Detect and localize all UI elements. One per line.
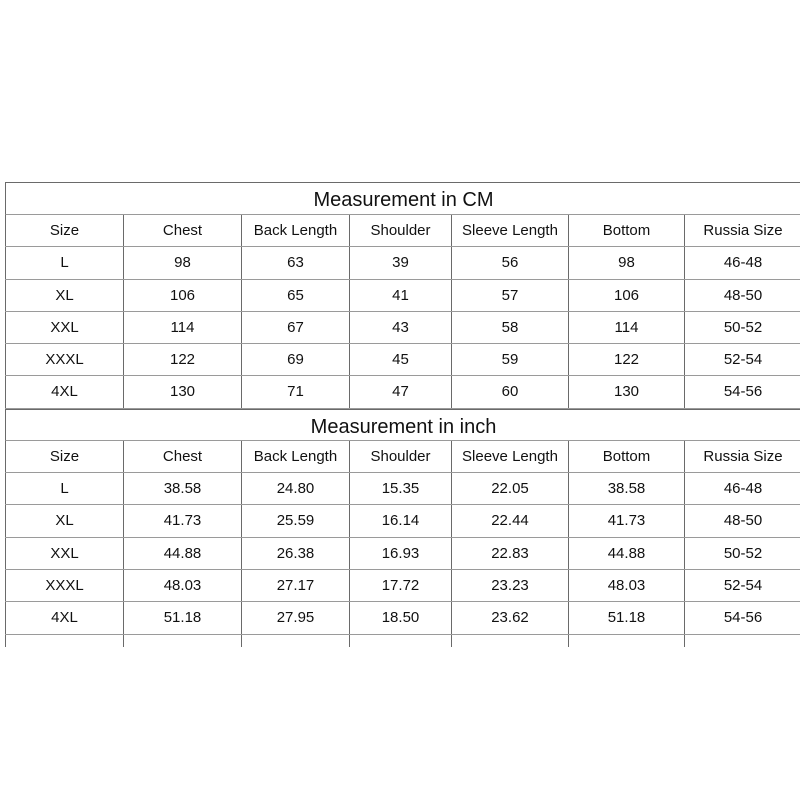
table-row bbox=[5, 602, 800, 634]
table-cell: 51.18 bbox=[123, 602, 241, 633]
table-cell: 58 bbox=[451, 312, 568, 343]
table-row bbox=[5, 344, 800, 376]
table-cell: 50-52 bbox=[684, 538, 800, 569]
table-cell: 39 bbox=[349, 247, 451, 278]
table-cell: 41 bbox=[349, 280, 451, 311]
table-cell: 130 bbox=[123, 376, 241, 407]
column-header-back-length: Back Length bbox=[241, 441, 349, 472]
table-cell: 43 bbox=[349, 312, 451, 343]
table-cell: 17.72 bbox=[349, 570, 451, 601]
table-cell: 98 bbox=[123, 247, 241, 278]
size-chart bbox=[5, 182, 800, 647]
column-header-shoulder: Shoulder bbox=[349, 441, 451, 472]
table-cell: 63 bbox=[241, 247, 349, 278]
table-cell: 114 bbox=[123, 312, 241, 343]
table-cell: 15.35 bbox=[349, 473, 451, 504]
table-cell: 45 bbox=[349, 344, 451, 375]
table-cell: 106 bbox=[123, 280, 241, 311]
column-divider bbox=[5, 635, 123, 647]
table-cell: 23.62 bbox=[451, 602, 568, 633]
table-cell: 16.93 bbox=[349, 538, 451, 569]
column-header-sleeve-length: Sleeve Length bbox=[451, 441, 568, 472]
table-cell: 41.73 bbox=[123, 505, 241, 536]
table-cell: 44.88 bbox=[568, 538, 684, 569]
column-header-russia-size: Russia Size bbox=[684, 441, 800, 472]
table-cell: L bbox=[5, 473, 123, 504]
table-cell: 106 bbox=[568, 280, 684, 311]
table-row bbox=[5, 505, 800, 537]
table-cell: 122 bbox=[123, 344, 241, 375]
section-title-cm: Measurement in CM bbox=[5, 183, 800, 215]
column-header-chest: Chest bbox=[123, 215, 241, 246]
column-header-chest: Chest bbox=[123, 441, 241, 472]
table-cell: L bbox=[5, 247, 123, 278]
column-divider bbox=[451, 635, 568, 647]
table-cell: 46-48 bbox=[684, 473, 800, 504]
table-cell: 22.83 bbox=[451, 538, 568, 569]
table-cell: 48-50 bbox=[684, 505, 800, 536]
table-cell: 47 bbox=[349, 376, 451, 407]
table-cell: XXXL bbox=[5, 344, 123, 375]
table-cell: 4XL bbox=[5, 376, 123, 407]
column-divider bbox=[684, 635, 800, 647]
table-row bbox=[5, 280, 800, 312]
table-cell: 27.17 bbox=[241, 570, 349, 601]
table-cell: 48.03 bbox=[123, 570, 241, 601]
column-divider bbox=[123, 635, 241, 647]
table-row bbox=[5, 312, 800, 344]
column-header-bottom: Bottom bbox=[568, 441, 684, 472]
table-cell: XL bbox=[5, 280, 123, 311]
table-cell: 54-56 bbox=[684, 376, 800, 407]
table-row bbox=[5, 538, 800, 570]
table-cell: 60 bbox=[451, 376, 568, 407]
table-cell: 57 bbox=[451, 280, 568, 311]
column-divider bbox=[241, 635, 349, 647]
table-row bbox=[5, 376, 800, 408]
column-header-sleeve-length: Sleeve Length bbox=[451, 215, 568, 246]
table-cell: 69 bbox=[241, 344, 349, 375]
column-header-back-length: Back Length bbox=[241, 215, 349, 246]
table-cell: 23.23 bbox=[451, 570, 568, 601]
column-header-bottom: Bottom bbox=[568, 215, 684, 246]
column-divider bbox=[349, 635, 451, 647]
table-cell: 122 bbox=[568, 344, 684, 375]
column-header-size: Size bbox=[5, 441, 123, 472]
table-cell: 52-54 bbox=[684, 344, 800, 375]
table-cell: 54-56 bbox=[684, 602, 800, 633]
table-row bbox=[5, 473, 800, 505]
table-cell: 67 bbox=[241, 312, 349, 343]
table-cell: 48-50 bbox=[684, 280, 800, 311]
table-cell: XXXL bbox=[5, 570, 123, 601]
table-cell: 38.58 bbox=[568, 473, 684, 504]
column-header-shoulder: Shoulder bbox=[349, 215, 451, 246]
table-cell: 22.44 bbox=[451, 505, 568, 536]
table-cell: 46-48 bbox=[684, 247, 800, 278]
table-cell: 56 bbox=[451, 247, 568, 278]
table-cell: 18.50 bbox=[349, 602, 451, 633]
table-cell: XXL bbox=[5, 538, 123, 569]
table-cell: 26.38 bbox=[241, 538, 349, 569]
table-cell: 16.14 bbox=[349, 505, 451, 536]
table-cell: 130 bbox=[568, 376, 684, 407]
table-cell: 52-54 bbox=[684, 570, 800, 601]
table-cell: 98 bbox=[568, 247, 684, 278]
section-title-inch: Measurement in inch bbox=[5, 409, 800, 441]
table-row bbox=[5, 247, 800, 279]
table-cell: XL bbox=[5, 505, 123, 536]
table-cell: 24.80 bbox=[241, 473, 349, 504]
table-cell: 71 bbox=[241, 376, 349, 407]
table-cell: 51.18 bbox=[568, 602, 684, 633]
table-tail bbox=[5, 635, 800, 647]
table-cell: 59 bbox=[451, 344, 568, 375]
table-cell: 27.95 bbox=[241, 602, 349, 633]
column-divider bbox=[568, 635, 684, 647]
column-header-russia-size: Russia Size bbox=[684, 215, 800, 246]
table-cell: 25.59 bbox=[241, 505, 349, 536]
table-cell: 114 bbox=[568, 312, 684, 343]
table-cell: 65 bbox=[241, 280, 349, 311]
header-row bbox=[5, 441, 800, 473]
table-cell: 4XL bbox=[5, 602, 123, 633]
table-cell: 50-52 bbox=[684, 312, 800, 343]
column-header-size: Size bbox=[5, 215, 123, 246]
header-row bbox=[5, 215, 800, 247]
table-row bbox=[5, 570, 800, 602]
table-cell: 38.58 bbox=[123, 473, 241, 504]
table-cell: 22.05 bbox=[451, 473, 568, 504]
table-cell: 41.73 bbox=[568, 505, 684, 536]
table-cell: XXL bbox=[5, 312, 123, 343]
table-cell: 44.88 bbox=[123, 538, 241, 569]
table-cell: 48.03 bbox=[568, 570, 684, 601]
